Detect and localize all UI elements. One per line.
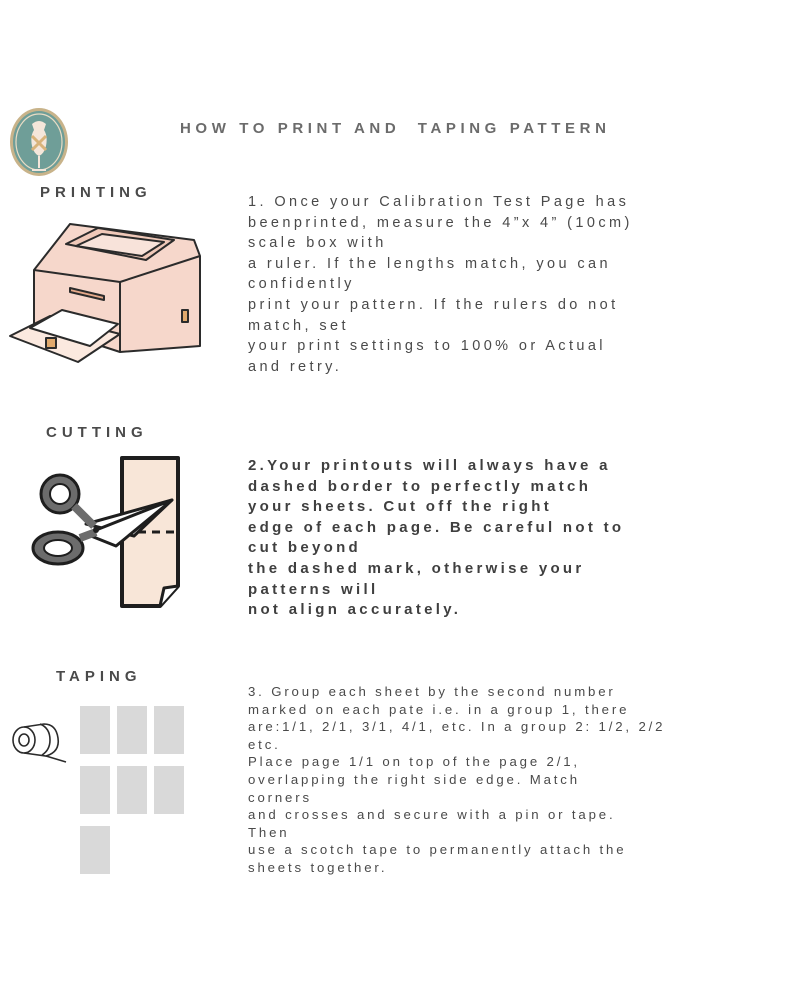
text-line: are:1/1, 2/1, 3/1, 4/1, etc. In a group 2: 1/2, 2/2 [248,719,666,735]
dress-form-logo-icon [8,106,70,178]
text-line: sheets together. [248,859,388,875]
page-title: HOW TO PRINT AND TAPING PATTERN [180,120,611,137]
text-line: cut beyond [248,539,362,557]
text-line: etc. [248,736,281,752]
text-line: your sheets. Cut off the right [248,498,553,516]
taping-instructions [248,683,768,877]
sheet-tile [154,766,184,814]
text-line: a ruler. If the lengths match, you can [248,255,611,272]
printer-icon [6,218,206,370]
sheet-tile [80,766,110,814]
sheet-tile [80,706,110,754]
text-line: 3. Group each sheet by the second number [248,684,616,699]
text-line: corners [248,789,312,805]
text-line: confidently [248,276,355,293]
sheet-tile [154,706,184,754]
cutting-heading: CUTTING [46,424,148,441]
text-line: patterns will [248,580,379,598]
scissors-cutting-paper-icon [24,454,194,614]
sheet-grid-illustration [80,706,190,876]
text-line: your print settings to 100% or Actual [248,338,606,355]
text-line: 1. Once your Calibration Test Page has [248,194,630,210]
cutting-illustration [24,454,194,614]
text-line: not align accurately. [248,601,462,619]
text-line: 2.Your printouts will always have a [248,457,611,474]
tape-roll-icon [10,718,68,766]
text-line: Place page 1/1 on top of the page 2/1, [248,754,580,770]
printing-instructions [248,192,768,377]
text-line: edge of each page. Be careful not to [248,518,625,536]
sheet-tile [117,706,147,754]
text-line: dashed border to perfectly match [248,477,592,495]
tape-illustration [10,718,68,766]
text-line: marked on each pate i.e. in a group 1, there [248,701,630,717]
sheet-tile [117,766,147,814]
text-line: and crosses and secure with a pin or tape. [248,807,616,823]
printing-heading: PRINTING [40,184,152,201]
sheet-tile [80,826,110,874]
text-line: scale box with [248,235,387,252]
printer-illustration [6,218,206,370]
brand-logo [8,106,70,178]
text-line: use a scotch tape to permanently attach the [248,842,627,858]
text-line: print your pattern. If the rulers do not [248,296,619,313]
text-line: the dashed mark, otherwise your [248,559,585,577]
text-line: match, set [248,317,349,334]
taping-heading: TAPING [56,668,142,685]
cutting-instructions [248,456,768,621]
text-line: overlapping the right side edge. Match [248,771,580,787]
text-line: and retry. [248,358,343,375]
text-line: beenprinted, measure the 4”x 4” (10cm) [248,214,633,231]
text-line: Then [248,824,290,840]
